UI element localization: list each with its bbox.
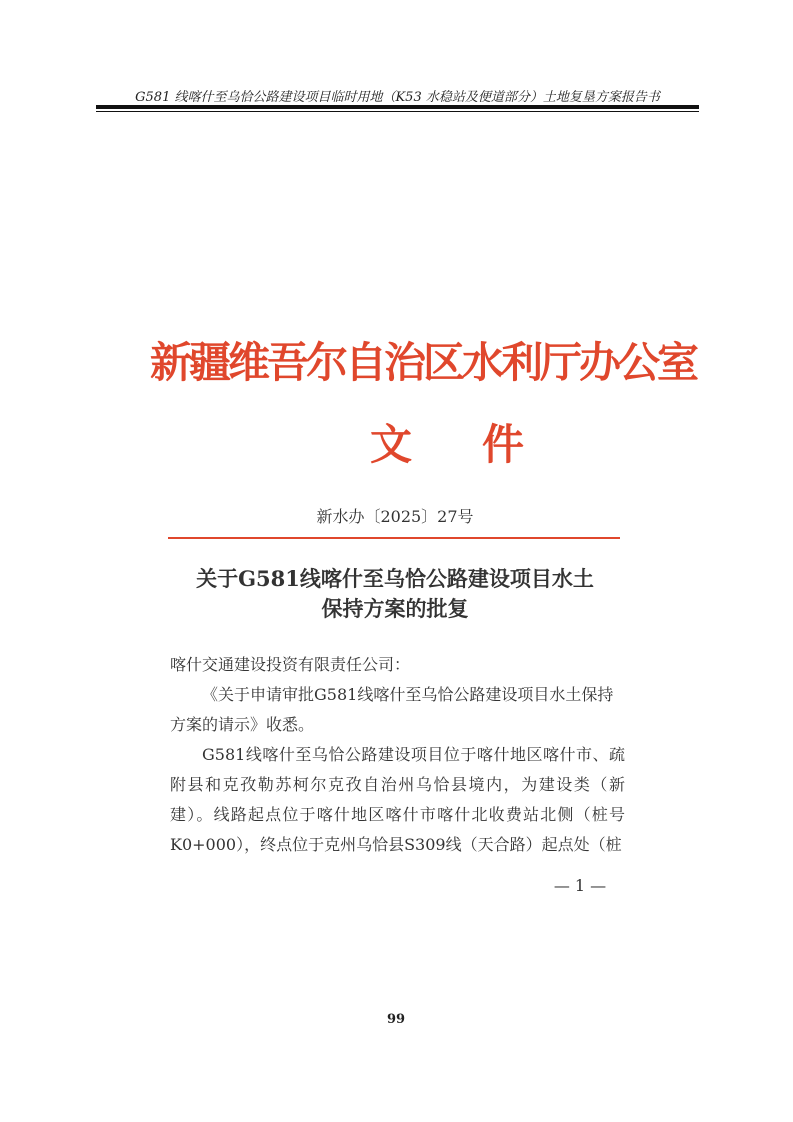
title-line-1: 关于G581线喀什至乌恰公路建设项目水土: [196, 566, 594, 591]
issuer-name: 新疆维吾尔自治区水利厅办公室: [150, 338, 697, 387]
document-number: 新水办〔2025〕27号: [316, 507, 474, 526]
document-title: [170, 564, 620, 624]
inner-page-number: — 1 —: [553, 876, 607, 895]
title-line-2: 保持方案的批复: [321, 596, 469, 621]
page-number: 99: [386, 1012, 406, 1027]
red-divider: [168, 537, 620, 539]
paragraph-1: 《关于申请审批G581线喀什至乌恰公路建设项目水土保持方案的请示》收悉。: [170, 685, 614, 734]
document-type: 文件: [370, 420, 595, 469]
paragraph-2: G581线喀什至乌恰公路建设项目位于喀什地区喀什市、疏附县和克孜勒苏柯尔克孜自治州乌恰县境内，为建设类（新建）。线路起点位于喀什地区喀什市喀什北收费站北侧（桩号K0+000），终点位于克州乌恰县S309线（天合路）起点处（桩: [170, 745, 625, 854]
running-header: G581 线喀什至乌恰公路建设项目临时用地（K53 水稳站及便道部分）土地复垦方案报告书: [135, 90, 660, 105]
salutation: 喀什交通建设投资有限责任公司：: [170, 655, 411, 674]
